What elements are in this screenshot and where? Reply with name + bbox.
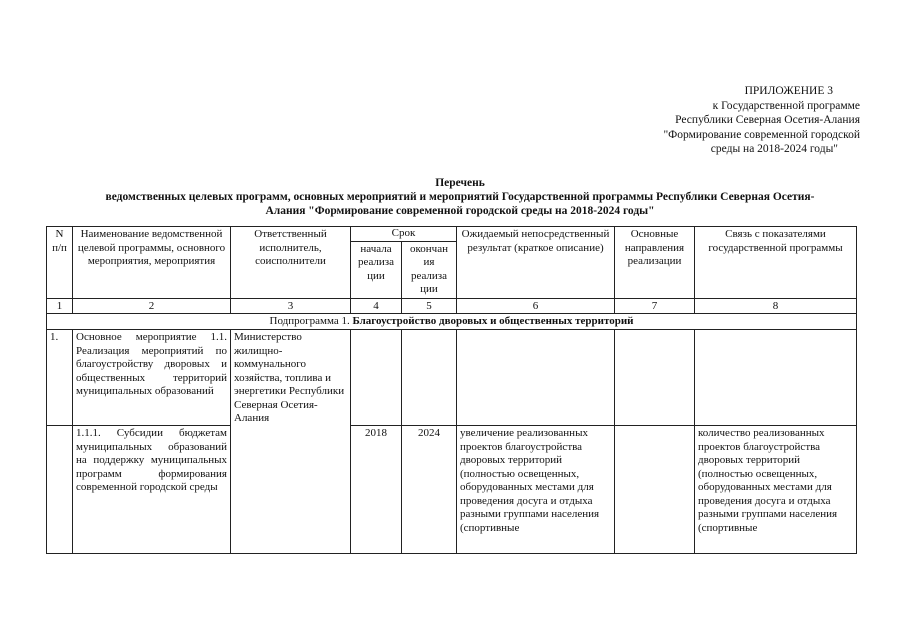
row-result [457, 330, 615, 426]
row-name: Основное мероприятие 1.1. Реализация мероприятий по благоустройству дворовых и общественных территорий муниципальных образований [73, 330, 231, 426]
column-number: 6 [457, 298, 615, 313]
row-end: 2024 [402, 426, 457, 554]
column-number: 8 [695, 298, 857, 313]
row-end [402, 330, 457, 426]
row-link: количество реализованных проектов благоустройства дворовых территорий (полностью освещенных, оборудованных местами для проведения досуга и отдыха разными группами населения (спортивные [695, 426, 857, 554]
row-num [47, 426, 73, 554]
column-number: 5 [402, 298, 457, 313]
appendix-block [600, 84, 860, 157]
column-number: 1 [47, 298, 73, 313]
subprogram-row [47, 313, 857, 330]
subprogram-title [47, 313, 857, 330]
column-number: 4 [351, 298, 402, 313]
header-period: Срок [351, 227, 457, 242]
appendix-line: "Формирование современной городской [663, 128, 860, 141]
appendix-line: Республики Северная Осетия-Алания [675, 114, 860, 126]
row-directions [615, 330, 695, 426]
subprogram-name: Благоустройство дворовых и общественных территорий [352, 314, 634, 327]
appendix-title: ПРИЛОЖЕНИЕ 3 [744, 85, 833, 97]
row-start [351, 330, 402, 426]
table-row [47, 330, 857, 426]
row-result: увеличение реализованных проектов благоустройства дворовых территорий (полностью освещенных, оборудованных местами для проведения досуга и отдыха разными группами населения (спортивные [457, 426, 615, 554]
column-number: 3 [231, 298, 351, 313]
header-directions: Основные направления реализации [615, 227, 695, 299]
row-responsible: Министерство жилищно-коммунального хозяйства, топлива и энергетики Республики Северная Осетия-Алания [231, 330, 351, 554]
row-name: 1.1.1. Субсидии бюджетам муниципальных образований на поддержку муниципальных программ формирования современной городской среды [73, 426, 231, 554]
column-number: 2 [73, 298, 231, 313]
measures-table [46, 226, 857, 554]
header-name: Наименование ведомственной целевой программы, основного мероприятия, мероприятия [73, 227, 231, 299]
subprogram-prefix: Подпрограмма 1. [269, 314, 353, 327]
document-heading [20, 176, 900, 218]
heading-line: ведомственных целевых программ, основных мероприятий и мероприятий Государственной программы Республики Северная Осетия- [105, 191, 815, 203]
column-number: 7 [615, 298, 695, 313]
appendix-line: среды на 2018-2024 годы" [710, 143, 838, 155]
heading-title: Перечень [435, 177, 485, 189]
header-result: Ожидаемый непосредственный результат (краткое описание) [457, 227, 615, 299]
table-header-row [47, 227, 857, 242]
row-start: 2018 [351, 426, 402, 554]
header-link: Связь с показателями государственной программы [695, 227, 857, 299]
table-row [47, 426, 857, 554]
row-link [695, 330, 857, 426]
header-responsible: Ответственный исполнитель, соисполнители [231, 227, 351, 299]
header-end: окончан ия реализа ции [402, 241, 457, 298]
header-num: N п/п [47, 227, 73, 299]
appendix-line: к Государственной программе [712, 99, 860, 112]
row-directions [615, 426, 695, 554]
column-number-row [47, 298, 857, 313]
row-num: 1. [47, 330, 73, 426]
header-start: начала реализа ции [351, 241, 402, 298]
heading-line: Алания "Формирование современной городской среды на 2018-2024 годы" [265, 205, 655, 217]
